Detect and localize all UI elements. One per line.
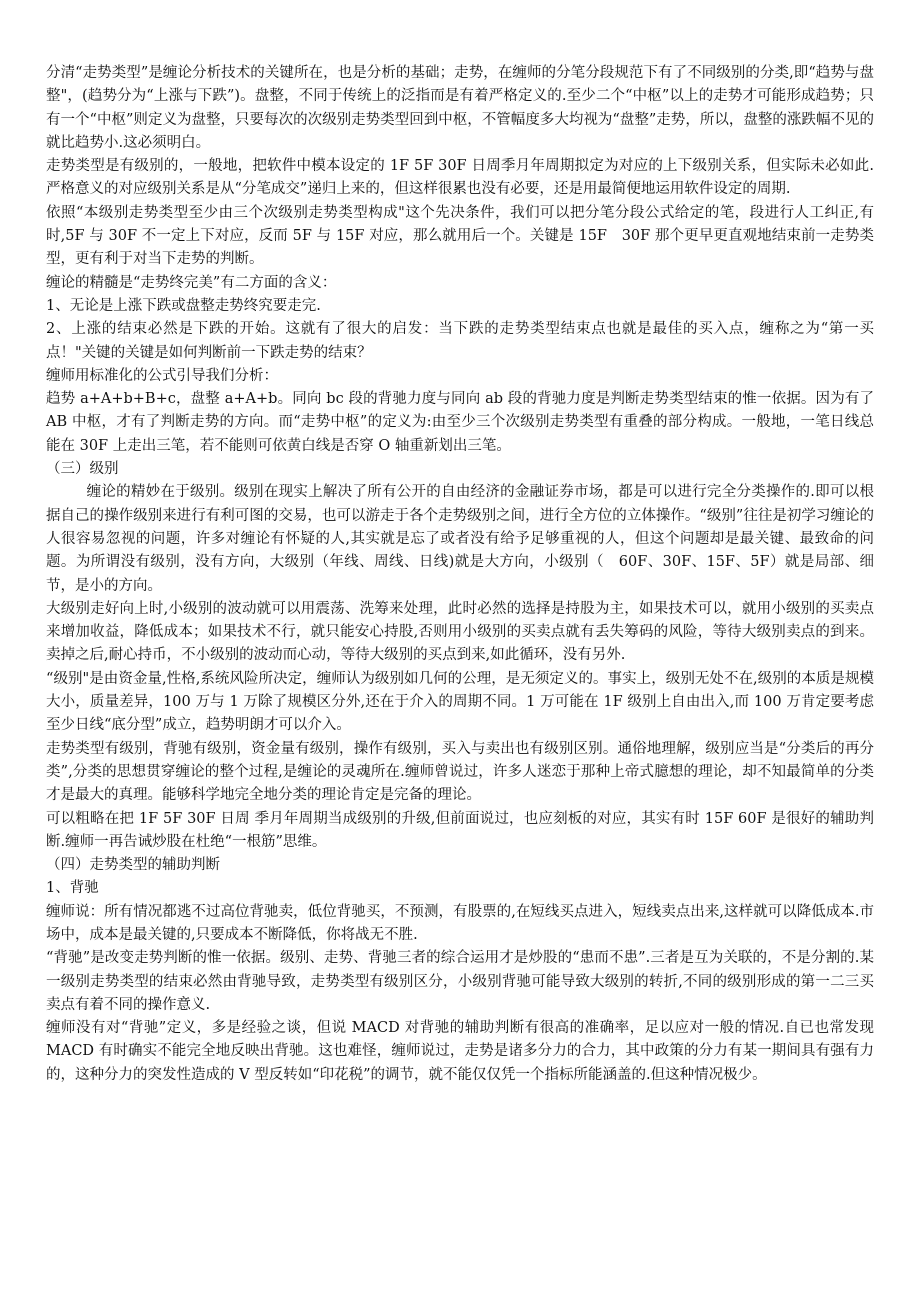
section-heading-auxiliary: （四）走势类型的辅助判断 — [46, 857, 220, 874]
paragraph-macd: 缠师没有对“背驰”定义，多是经验之谈，但说 MACD 对背驰的辅助判断有很高的准确率，足以应对一般的情况.自已也常发现 MACD 有时确实不能完全地反映出背驰。这也难怪，缠师说过，走势是诸多分力的合力，其中政策的分力有某一期间具有强有力的，这种分力的突发性造成的 V 型反转如“印花税”的调节，就不能仅仅凭一个指标所能涵盖的.但这种情况极少。 — [46, 1020, 874, 1083]
paragraph-formula: 趋势 a+A+b+B+c，盘整 a+A+b。同向 bc 段的背驰力度与同向 ab 段的背驰力度是判断走势类型结束的惟一依据。因为有了 AB 中枢，才有了判断走势的方向。而“走势中枢”的定义为:由至少三个次级别走势类型有重叠的部分构成。一般地，一笔日线总能在 30F 上走出三笔，若不能则可依黄白线是否穿 O 轴重新划出三笔。 — [46, 391, 874, 454]
paragraph-level-definition: “级别"是由资金量,性格,系统风险所决定，缠师认为级别如几何的公理，是无须定义的。事实上，级别无处不在,级别的本质是规模大小，质量差异，100 万与 1 万除了规模区分外,还在于介入的周期不同。1 万可能在 1F 级别上自由出入,而 100 万肯定要考虑至少日线“底分型”成立，趋势明朗才可以介入。 — [46, 670, 874, 734]
paragraph-formula-intro: 缠师用标准化的公式引导我们分析： — [46, 367, 278, 384]
paragraph-level-upgrade: 可以粗略在把 1F 5F 30F 日周 季月年周期当成级别的升级,但前面说过，也应刻板的对应，其实有时 15F 60F 是很好的辅助判断.缠师一再告诫炒股在杜绝“一根筋”思维。 — [46, 810, 874, 850]
paragraph-big-level-up: 大级别走好向上时,小级别的波动就可以用震荡、洗筹来处理，此时必然的选择是持股为主，如果技术可以，就用小级别的买卖点来增加收益，降低成本；如果技术不行，就只能安心持股,否则用小级别的买卖点就有丢失筹码的风险，等待大级别卖点的到来。卖掉之后,耐心持币，不小级别的波动而心动，等待大级别的买点到来,如此循环，没有另外. — [46, 600, 874, 664]
paragraph-level-correction: 依照“本级别走势类型至少由三个次级别走势类型构成"这个先决条件，我们可以把分笔分段公式给定的笔，段进行人工纠正,有时,5F 与 30F 不一定上下对应，反而 5F 与 15F 对应，那么就用后一个。关键是 15F 30F 那个更早更直观地结束前一走势类型，更有利于对当下走势的判断。 — [46, 204, 874, 268]
paragraph-classification: 走势类型有级别，背驰有级别，资金量有级别，操作有级别，买入与卖出也有级别区别。通俗地理解，级别应当是“分类后的再分类”,分类的思想贯穿缠论的整个过程,是缠论的灵魂所在.缠师曾说过，许多人迷恋于那种上帝式臆想的理论，却不知最简单的分类才是最大的真理。能够科学地完全地分类的理论肯定是完备的理论。 — [46, 740, 874, 804]
paragraph-divergence-basis: “背驰”是改变走势判断的惟一依据。级别、走势、背驰三者的综合运用才是炒股的“患而不患”.三者是互为关联的，不是分割的.某一级别走势类型的结束必然由背驰导致，走势类型有级别区分，小级别背驰可能导致大级别的转折,不同的级别形成的第一二三买卖点有着不同的操作意义. — [46, 950, 874, 1013]
list-item-1: 1、无论是上涨下跌或盘整走势终究要走完. — [46, 297, 321, 314]
paragraph-essence: 缠论的精髓是“走势终完美”有二方面的含义： — [46, 274, 337, 291]
section-heading-levels: （三）级别 — [46, 461, 119, 478]
subsection-heading-divergence: 1、背驰 — [46, 880, 99, 897]
paragraph-divergence-quote: 缠师说：所有情况都逃不过高位背驰卖，低位背驰买，不预测，有股票的,在短线买点进入，短线卖点出来,这样就可以降低成本.市场中，成本是最关键的,只要成本不断降低，你将战无不胜. — [46, 903, 874, 943]
paragraph-levels-essence: 缠论的精妙在于级别。级别在现实上解决了所有公开的自由经济的金融证券市场，都是可以进行完全分类操作的.即可以根据自己的操作级别来进行有利可图的交易，也可以游走于各个走势级别之间，进行全方位的立体操作。“级别”往往是初学习缠论的人很容易忽视的问题，许多对缠论有怀疑的人,其实就是忘了或者没有给予足够重视的人，但这个问题却是最关键、最致命的问题。为所谓没有级别，没有方向，大级别（年线、周线、日线)就是大方向，小级别（ 60F、30F、15F、5F）就是局部、细节，是小的方向。 — [46, 484, 874, 594]
paragraph-trend-types-intro: 分清“走势类型”是缠论分析技术的关键所在，也是分析的基础；走势，在缠师的分笔分段规范下有了不同级别的分类,即“趋势与盘整"，(趋势分为“上涨与下跌”)。盘整，不同于传统上的泛指而是有着严格定义的.至少二个“中枢”以上的走势才可能形成趋势；只有一个“中枢”则定义为盘整，只要每次的次级别走势类型回到中枢，不管幅度多大均视为“盘整”走势，所以，盘整的涨跌幅不见的就比趋势小.这必须明白。 — [46, 65, 874, 151]
list-item-2: 2、上涨的结束必然是下跌的开始。这就有了很大的启发：当下跌的走势类型结束点也就是最佳的买入点，缠称之为“第一买点！"关键的关键是如何判断前一下跌走势的结束？ — [46, 321, 874, 361]
paragraph-trend-levels: 走势类型是有级别的，一般地，把软件中模本设定的 1F 5F 30F 日周季月年周期拟定为对应的上下级别关系，但实际未必如此.严格意义的对应级别关系是从“分笔成交”递归上来的，但这样很累也没有必要，还是用最简便地运用软件设定的周期. — [46, 158, 874, 198]
